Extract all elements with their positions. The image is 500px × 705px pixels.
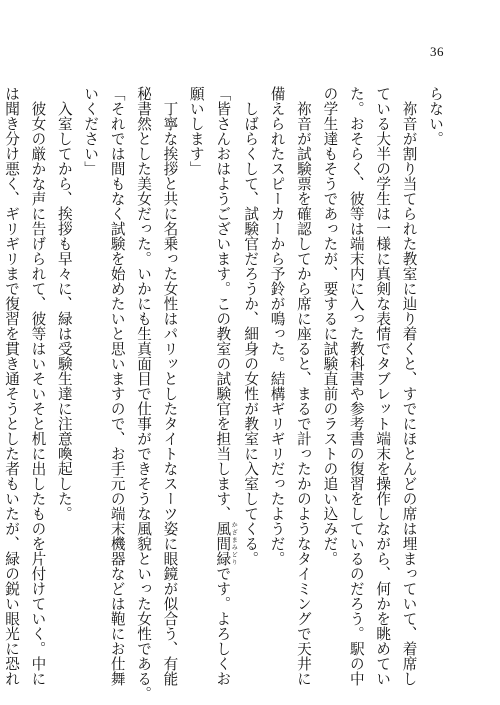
text-line-3: ている大半の学生は一様に真剣な表情でタブレット端末を操作しながら、何かを眺めてい	[374, 86, 392, 686]
text-line-11: 丁寧な挨拶と共に名乗った女性はパリッとしたタイトなスーツ姿に眼鏡が似合う、有能	[161, 86, 179, 686]
examiner-name-kanji: 風間緑	[214, 521, 232, 566]
text-line-4: た。おそらく、彼等は端末内に入った教科書や参考書の復習をしているのだろう。駅の中	[347, 86, 365, 686]
text-line-6: 祢音が試験票を確認してから席に座ると、まるで計ったかのようなタイミングで天井に	[294, 86, 312, 686]
examiner-name-ruby: かざまみどり	[230, 521, 238, 566]
text-line-7: 備えられたスピーカーから予鈴が鳴った。結構ギリギリだったようだ。	[268, 86, 286, 566]
text-line-1: らない。	[427, 86, 444, 146]
novel-text-body	[3, 86, 448, 701]
text-line-9	[209, 86, 238, 686]
text-line-5: の学生達もそうであったが、要するに試験直前のラストの追い込みだ。	[321, 86, 339, 566]
page-number: 36	[430, 44, 444, 59]
text-line-17: は聞き分け悪く、ギリギリまで復習を貫き通そうとした者もいたが、緑の鋭い眼光に恐れ	[3, 86, 20, 686]
text-line-12: 秘書然とした美女だった。いかにも生真面目で仕事ができそうな風貌といった女性である。	[135, 86, 153, 701]
text-line-16: 彼女の厳かな声に告げられて、彼等はいそいそと机に出したものを片付けていく。中に	[29, 86, 47, 686]
text-line-8: しばらくして、試験官だろうか、細身の女性が教室に入室してくる。	[242, 86, 260, 566]
examiner-name	[214, 521, 238, 566]
text-line-14: いください」	[82, 86, 100, 176]
text-line-13: 「それでは間もなく試験を始めたいと思いますので、お手元の端末機器などは鞄にお仕舞	[108, 86, 126, 686]
text-line-10: 願いします」	[187, 86, 205, 176]
dialogue-greeting-end: です。よろしくお	[214, 566, 232, 686]
text-line-15: 入室してから、挨拶も早々に、緑は受験生達に注意喚起した。	[55, 86, 73, 521]
dialogue-greeting: 「皆さんおはようございます。この教室の試験官を担当します、	[214, 86, 232, 521]
text-line-2: 祢音が割り当てられた教室に辿り着くと、すでにほとんどの席は埋まっていて、着席し	[400, 86, 418, 686]
